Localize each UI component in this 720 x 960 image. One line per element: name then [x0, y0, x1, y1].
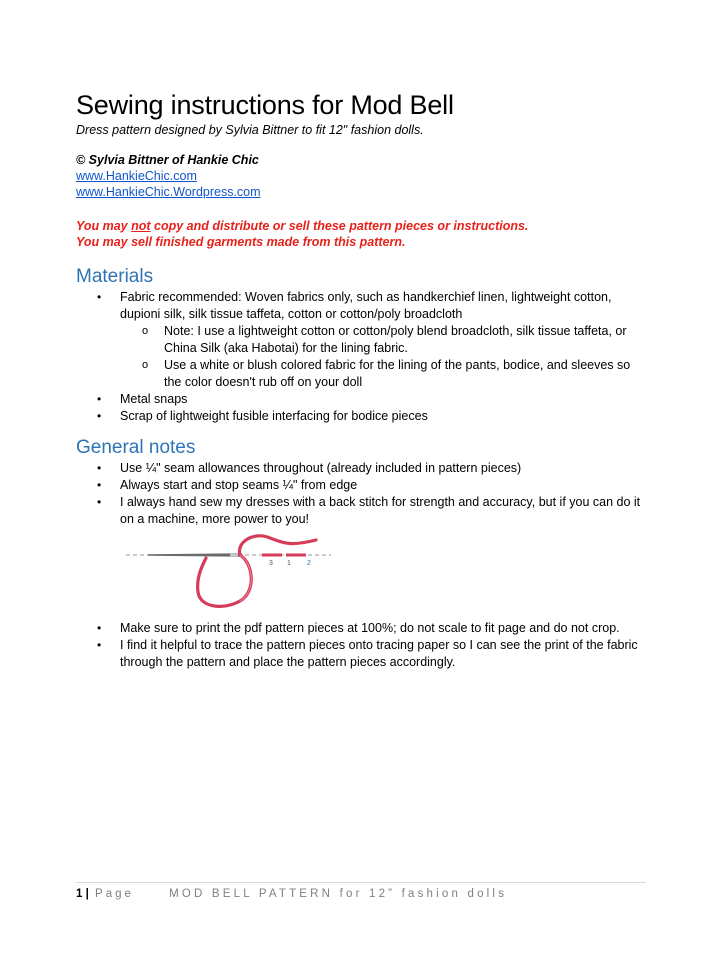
- general-notes-heading: General notes: [76, 437, 196, 458]
- list-item: • Always start and stop seams ¼" from edge: [76, 477, 646, 494]
- notes-list: [76, 460, 646, 528]
- link-hankiechic-wordpress[interactable]: www.HankieChic.Wordpress.com: [76, 185, 261, 199]
- copyright-line: © Sylvia Bittner of Hankie Chic: [76, 153, 259, 167]
- materials-heading: Materials: [76, 266, 154, 287]
- page-footer: [76, 882, 646, 902]
- list-item: o Use a white or blush colored fabric for the lining of the pants, bodice, and sleeves so the color doesn't rub off on your doll: [120, 357, 646, 391]
- link-hankiechic[interactable]: www.HankieChic.com: [76, 169, 197, 183]
- list-item-text: Fabric recommended: Woven fabrics only, such as handkerchief linen, lightweight cotton, dupioni silk, silk tissue taffeta, cotton or cotton/poly broadcloth: [120, 290, 612, 321]
- list-item: • Use ¼" seam allowances throughout (already included in pattern pieces): [76, 460, 646, 477]
- warning-text-b: copy and distribute or sell these pattern pieces or instructions.: [150, 219, 529, 233]
- warning-line-2: You may sell finished garments made from this pattern.: [76, 235, 406, 249]
- document-title: Sewing instructions for Mod Bell: [76, 90, 454, 120]
- warning-not: not: [131, 219, 151, 233]
- materials-list: [76, 289, 646, 425]
- list-item: o Note: I use a lightweight cotton or cotton/poly blend broadcloth, silk tissue taffeta, or China Silk (aka Habotai) for the lining fabric.: [120, 323, 646, 357]
- page-word: Page: [95, 888, 134, 900]
- page-number: 1: [76, 888, 83, 900]
- stitch-label-3: 3: [269, 560, 273, 567]
- list-item: • Metal snaps: [76, 391, 646, 408]
- warning-text-a: You may: [76, 219, 132, 233]
- footer-separator: |: [85, 888, 89, 900]
- materials-sublist: [120, 323, 646, 391]
- list-item: [76, 289, 646, 391]
- backstitch-needle-icon: [126, 534, 346, 620]
- page-content: [76, 88, 646, 671]
- notes-list-continued: [76, 620, 646, 671]
- list-item: • Make sure to print the pdf pattern pieces at 100%; do not scale to fit page and do not crop.: [76, 620, 646, 637]
- backstitch-diagram: [126, 534, 646, 620]
- stitch-label-1: 1: [287, 560, 291, 567]
- list-item: • I find it helpful to trace the pattern pieces onto tracing paper so I can see the print of the fabric through the pattern and place the pattern pieces accordingly.: [76, 637, 646, 671]
- footer-title: MOD BELL PATTERN for 12” fashion dolls: [169, 888, 508, 900]
- warning-line-1: [76, 218, 646, 234]
- list-item: • I always hand sew my dresses with a back stitch for strength and accuracy, but if you can do it on a machine, more power to you!: [76, 494, 646, 528]
- document-subtitle: Dress pattern designed by Sylvia Bittner to fit 12" fashion dolls.: [76, 123, 424, 137]
- copyright-warning: [76, 218, 646, 250]
- list-item: • Scrap of lightweight fusible interfacing for bodice pieces: [76, 408, 646, 425]
- stitch-label-2: 2: [307, 560, 311, 567]
